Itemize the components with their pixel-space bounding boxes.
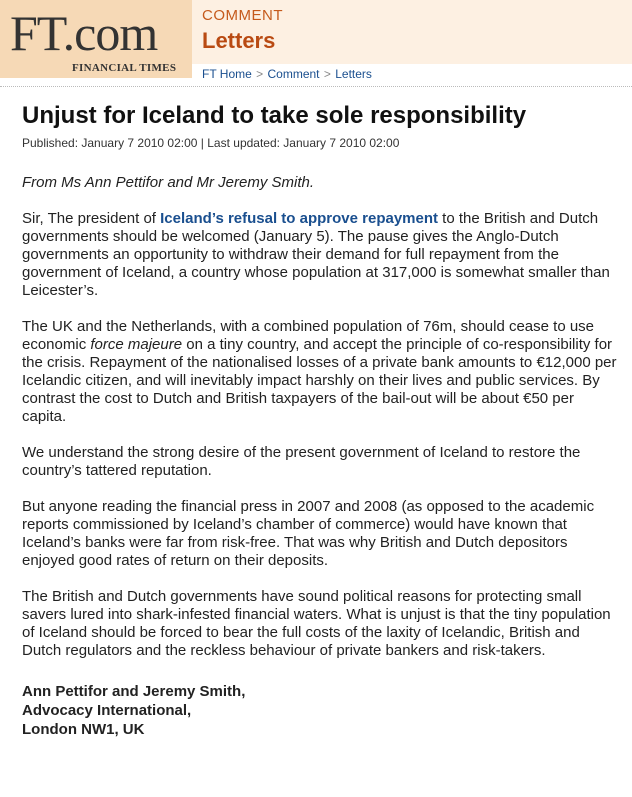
breadcrumb-separator: > xyxy=(256,67,264,81)
article-title: Unjust for Iceland to take sole responsibility xyxy=(22,102,527,129)
paragraph-3: We understand the strong desire of the present government of Iceland to restore the country’s tattered reputation. xyxy=(22,444,581,479)
section-title: Letters xyxy=(202,28,276,53)
paragraph-4: But anyone reading the financial press in 2007 and 2008 (as opposed to the academic reports commissioned by Iceland’s chamber of commerce) would have known that Iceland’s banks were far from risk-free. That was why British and Dutch depositors enjoyed good rates of return on their deposits. xyxy=(22,498,595,569)
site-header xyxy=(0,0,632,86)
breadcrumb-comment[interactable]: Comment xyxy=(267,67,320,81)
signoff-names: Ann Pettifor and Jeremy Smith, xyxy=(22,683,246,700)
paragraph-1 xyxy=(22,210,622,300)
article-byline: From Ms Ann Pettifor and Mr Jeremy Smith. xyxy=(22,174,315,191)
section-banner xyxy=(192,0,632,64)
section-label: COMMENT xyxy=(202,7,283,24)
paragraph-2 xyxy=(22,318,622,426)
ft-logo[interactable] xyxy=(0,0,192,78)
signoff xyxy=(22,682,622,739)
article xyxy=(22,100,622,739)
p2-text-pre: The UK and the Netherlands, with a combined population of 76m, should cease to use economic xyxy=(22,318,595,353)
article-meta: Published: January 7 2010 02:00 | Last updated: January 7 2010 02:00 xyxy=(22,136,400,150)
breadcrumb-letters[interactable]: Letters xyxy=(335,67,372,81)
breadcrumb-separator: > xyxy=(323,67,331,81)
iceland-refusal-link[interactable]: Iceland’s refusal to approve repayment xyxy=(160,210,439,227)
breadcrumb xyxy=(202,67,372,81)
paragraph-5: The British and Dutch governments have sound political reasons for protecting small savers lured into shark-infested financial waters. What is unjust is that the tiny population of Iceland should be forced to bear the full costs of the laxity of Icelandic, British and Dutch regulators and the reckless behaviour of private bankers and risk-takers. xyxy=(22,588,611,659)
logo-sub-text: FINANCIAL TIMES xyxy=(72,62,177,74)
p2-italic: force majeure xyxy=(90,336,183,353)
p1-text-pre: Sir, The president of xyxy=(22,210,161,227)
header-divider xyxy=(0,86,632,87)
breadcrumb-ft-home[interactable]: FT Home xyxy=(202,67,252,81)
signoff-location: London NW1, UK xyxy=(22,721,145,738)
p2-text-post: on a tiny country, and accept the principle of co-responsibility for the crisis. Repayment of the nationalised losses of a private bank amounts to €12,000 per Icelandic citizen, and will inevitably impact harshly on their lives and public services. By contrast the cost to Dutch and British taxpayers of the bail-out will be about €50 per capita. xyxy=(22,336,617,425)
signoff-organization: Advocacy International, xyxy=(22,702,192,719)
logo-main-text: FT.com xyxy=(10,5,158,61)
p1-text-post: to the British and Dutch governments should be welcomed (January 5). The pause gives the Anglo-Dutch governments an opportunity to withdraw their demand for full repayment from the government of Iceland, a country whose population at 317,000 is somewhat smaller than Leicester’s. xyxy=(22,210,610,299)
